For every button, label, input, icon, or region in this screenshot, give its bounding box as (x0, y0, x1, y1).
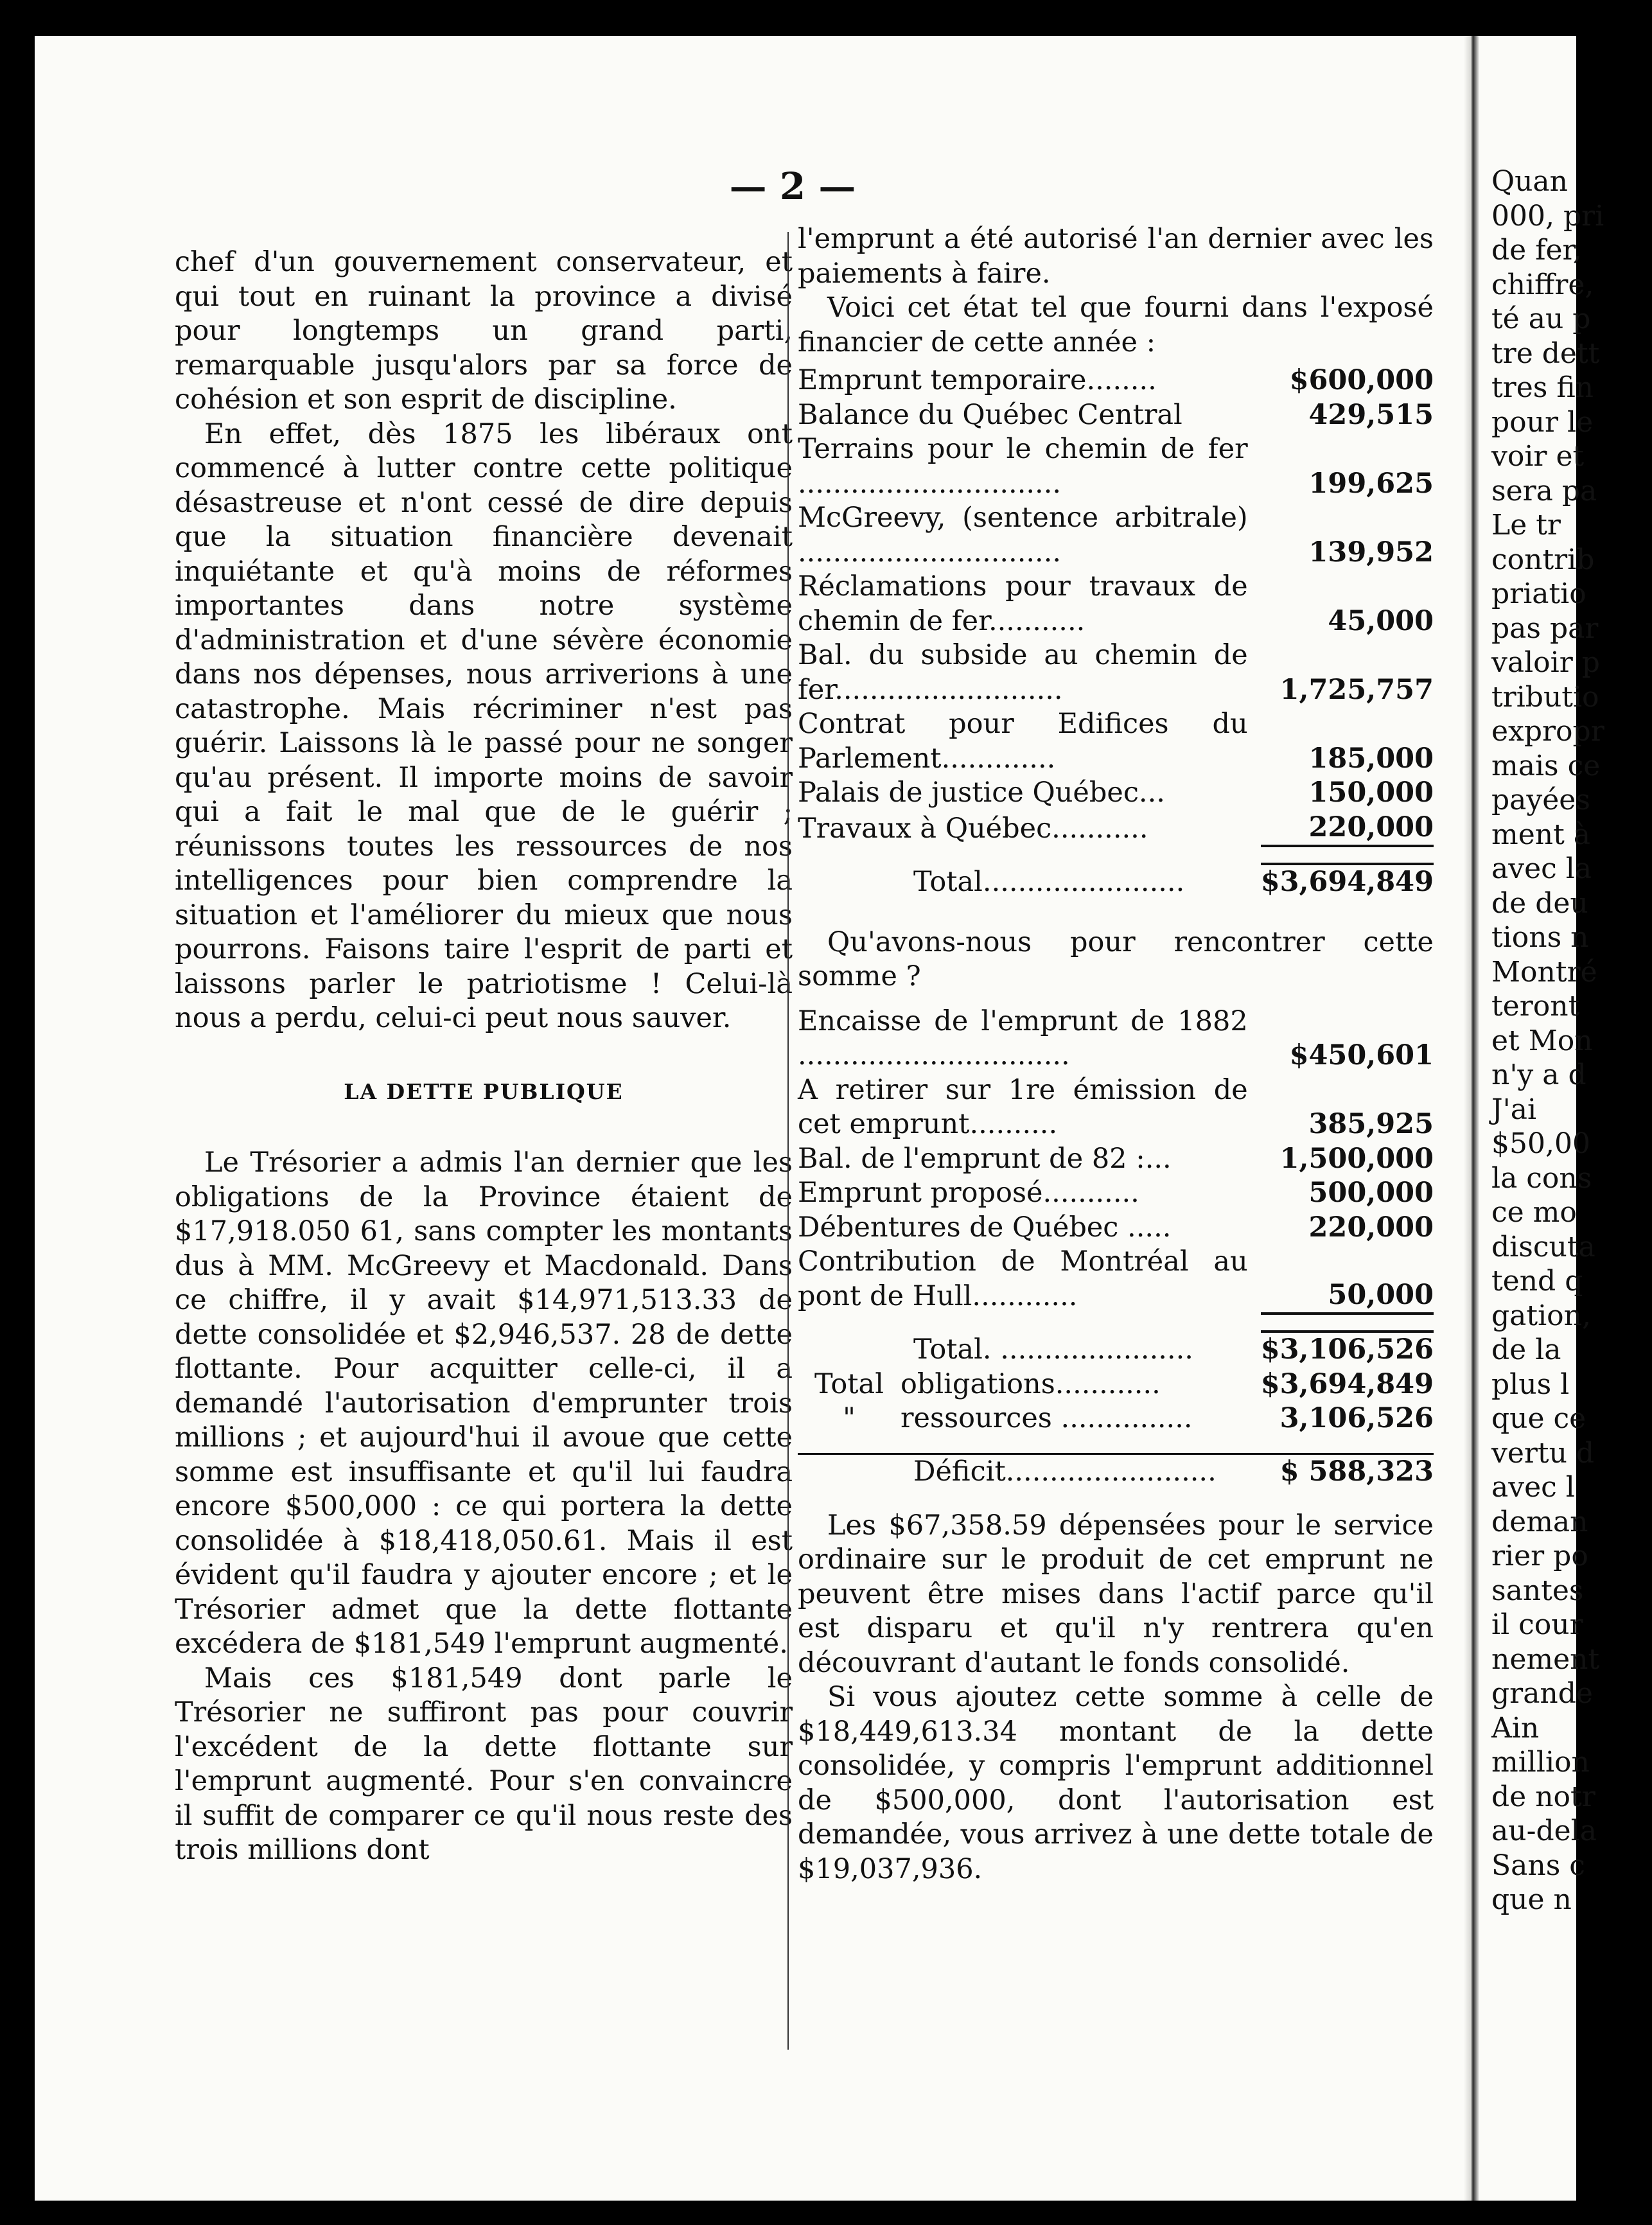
table-row (798, 432, 1434, 501)
cut-line: payées (1491, 784, 1590, 816)
deficit-amount: $ 588,323 (1261, 1454, 1434, 1490)
row-amount: 45,000 (1328, 604, 1434, 637)
row-amount: 1,500,000 (1279, 1142, 1434, 1175)
row-amount: 429,515 (1308, 398, 1434, 431)
table-row (798, 1245, 1434, 1314)
row-amount: 139,952 (1308, 536, 1434, 568)
compare-amount: 3,106,526 (1279, 1402, 1434, 1434)
cut-line: tend q (1491, 1265, 1583, 1297)
compare-label: ressources ............... (901, 1402, 1193, 1434)
row-amount: 150,000 (1308, 777, 1434, 809)
column-middle (798, 222, 1434, 1886)
cut-line: au-dela (1491, 1815, 1597, 1847)
table-row (798, 1073, 1434, 1142)
paragraph: chef d'un gouvernement conservateur, et qui tout en ruinant la province a divisé pour longtemps un grand parti, remarquable jusqu'alors par sa force de cohésion et son esprit de discipline. (175, 246, 793, 416)
table-row (798, 1142, 1434, 1177)
cut-line: chiffre, (1491, 268, 1594, 301)
cut-line: Quan (1491, 165, 1568, 198)
cut-line: de la (1491, 1333, 1561, 1366)
paragraph: Mais ces $181,549 dont parle le Trésorier ne suffiront pas pour couvrir l'excédent de la dette flottante sur l'emprunt augmenté. Pour s'en convaincre il suffit de comparer ce qu'il nous reste des trois millions dont (175, 1662, 793, 1866)
row-label: Encaisse de l'emprunt de 1882 ............................... (798, 1005, 1248, 1071)
row-amount: $450,601 (1289, 1039, 1434, 1071)
row-label: Balance du Québec Central (798, 398, 1182, 431)
cut-line: voir et (1491, 440, 1585, 473)
compare-obligations-row (798, 1368, 1434, 1402)
cut-line: deman (1491, 1505, 1588, 1538)
row-amount: 220,000 (1261, 811, 1434, 847)
deficit-label: Déficit........................ (798, 1454, 1261, 1490)
row-label: A retirer sur 1re émission de cet emprunt.......... (798, 1073, 1248, 1140)
row-amount: 385,925 (1308, 1108, 1434, 1140)
column-left (175, 245, 793, 1868)
cut-line: tions n (1491, 921, 1589, 954)
cut-line: de fer, (1491, 234, 1582, 267)
cut-line: 000, pri (1491, 199, 1604, 233)
row-amount: 185,000 (1308, 742, 1434, 775)
row-label: Réclamations pour travaux de chemin de fer........... (798, 570, 1248, 637)
cut-line: de notr (1491, 1780, 1595, 1813)
table-row (798, 811, 1434, 847)
section-heading: LA DETTE PUBLIQUE (344, 1078, 624, 1104)
cut-line: tributio (1491, 680, 1599, 714)
table-row (798, 398, 1434, 433)
cut-line: avec la (1491, 852, 1592, 885)
newspaper-page (35, 36, 1604, 2201)
cut-line: J'ai (1491, 1093, 1537, 1126)
cut-line: contrib (1491, 543, 1595, 576)
cut-line: que n (1491, 1883, 1572, 1916)
cut-line: priatio (1491, 577, 1586, 610)
column-right-cut (1491, 164, 1652, 1917)
resources-table (798, 1005, 1434, 1490)
cut-line: santes (1491, 1574, 1584, 1607)
cut-line: mais ce (1491, 749, 1601, 782)
row-amount: 50,000 (1261, 1245, 1434, 1314)
cut-line: il cour (1491, 1608, 1583, 1641)
paragraph: En effet, dès 1875 les libéraux ont commencé à lutter contre cette politique désastreuse et n'ont cessé de dire depuis que la situation financière devenait inquiétante et qu'à moins de réformes importantes dans notre système d'administration et d'une sévère économie dans nos dépenses, nous arriverions à une catastrophe. Mais récriminer n'est pas guérir. Laissons là le passé pour ne songer qu'au présent. Il importe moins de savoir qui a fait le mal que de le guérir ; réunissons toutes les ressources de nos intelligences pour bien comprendre la situation et l'améliorer du mieux que nous pourrons. Faisons taire l'esprit de parti et laissons parler le patriotisme ! Celui-là nous a perdu, celui-ci peut nous sauver. (175, 418, 793, 1034)
paragraph: Qu'avons-nous pour rencontrer cette somme ? (798, 926, 1434, 992)
cut-line: Montré (1491, 955, 1597, 989)
table-row (798, 1176, 1434, 1211)
obligations-table (798, 364, 1434, 900)
cut-line: $50,00 (1491, 1127, 1590, 1160)
resources-total-row (798, 1332, 1434, 1368)
deficit-row (798, 1454, 1434, 1490)
row-label: Débentures de Québec ..... (798, 1211, 1172, 1244)
cut-line: million (1491, 1746, 1590, 1779)
cut-line: rier po (1491, 1540, 1588, 1572)
ditto-mark: " (843, 1402, 856, 1434)
cut-line: pas par (1491, 611, 1599, 645)
cut-line: et Mon (1491, 1024, 1593, 1057)
table-row (798, 1211, 1434, 1245)
row-label: Palais de justice Québec... (798, 777, 1165, 809)
column-divider (787, 232, 789, 2050)
table-row (798, 638, 1434, 707)
cut-line: Sans c (1491, 1849, 1585, 1882)
row-amount: 500,000 (1308, 1177, 1434, 1209)
compare-amount: $3,694,849 (1260, 1368, 1434, 1400)
paragraph: Voici cet état tel que fourni dans l'exposé financier de cette année : (798, 292, 1434, 358)
row-label: Contribution de Montréal au pont de Hull............ (798, 1245, 1248, 1312)
compare-label: obligations............ (901, 1368, 1161, 1400)
cut-line: Ain (1491, 1711, 1540, 1745)
page-number: — 2 — (729, 164, 856, 208)
cut-line: tre dett (1491, 337, 1600, 370)
cut-line: discuta (1491, 1230, 1595, 1263)
cut-line: grande (1491, 1677, 1593, 1710)
paragraph: Les $67,358.59 dépensées pour le service ordinaire sur le produit de cet emprunt ne peuvent être mises dans l'actif parce qu'il est disparu et qu'il n'y rentrera qu'en découvrant d'autant le fonds consolidé. (798, 1509, 1434, 1679)
cut-line: pour le (1491, 405, 1594, 439)
row-label: Contrat pour Edifices du Parlement............. (798, 708, 1248, 775)
row-amount: 220,000 (1308, 1211, 1434, 1244)
cut-line: Le tr (1491, 509, 1561, 541)
obligations-total-row (798, 864, 1434, 900)
total-label: Total. ...................... (913, 1333, 1193, 1366)
paragraph: l'emprunt a été autorisé l'an dernier avec les paiements à faire. (798, 223, 1434, 290)
table-row (798, 776, 1434, 811)
page-fold (1464, 36, 1479, 2201)
cut-line: sera pa (1491, 474, 1597, 507)
cut-line: expropr (1491, 715, 1604, 748)
cut-line: ment à (1491, 818, 1590, 851)
cut-line: nement (1491, 1642, 1600, 1676)
cut-line: la cons (1491, 1161, 1592, 1195)
row-label: Bal. de l'emprunt de 82 :... (798, 1142, 1172, 1175)
paragraph: Si vous ajoutez cette somme à celle de $18,449,613.34 montant de la dette consolidée, y compris l'emprunt additionnel de $500,000, dont l'autorisation est demandée, vous arrivez à une dette totale de $19,037,936. (798, 1681, 1434, 1885)
cut-line: teront (1491, 990, 1580, 1023)
row-label: Bal. du subside au chemin de fer.......................... (798, 639, 1248, 706)
compare-resources-row (798, 1402, 1434, 1436)
cut-line: que ce (1491, 1402, 1586, 1435)
cut-line: valoir p (1491, 646, 1600, 679)
table-row (798, 364, 1434, 398)
cut-line: n'y a d (1491, 1059, 1586, 1091)
cut-line: ce mo (1491, 1196, 1577, 1229)
total-label: Total....................... (913, 866, 1185, 898)
row-label: McGreevy, (sentence arbitrale) .............................. (798, 502, 1248, 568)
cut-line: té au p (1491, 303, 1591, 335)
row-label: Travaux à Québec........... (798, 812, 1148, 845)
paragraph: Le Trésorier a admis l'an dernier que les obligations de la Province étaient de $17,918.050 61, sans compter les montants dus à MM. McGreevy et Macdonald. Dans ce chiffre, il y avait $14,971,513.33 de dette consolidée et $2,946,537. 28 de dette flottante. Pour acquitter celle-ci, il a demandé l'autorisation d'emprunter trois millions ; et aujourd'hui il avoue que cette somme est insuffisante et qu'il lui faudra encore $500,000 : ce qui portera la dette consolidée à $18,418,050.61. Mais il est évident qu'il faudra y ajouter encore ; et le Trésorier admet que la dette flottante excédera de $181,549 l'emprunt augmenté. (175, 1147, 793, 1660)
row-label: Terrains pour le chemin de fer .............................. (798, 433, 1248, 500)
row-label: Emprunt proposé........... (798, 1177, 1139, 1209)
cut-line: avec l (1491, 1471, 1575, 1504)
table-row (798, 501, 1434, 570)
cut-line: tres fin (1491, 371, 1594, 404)
cut-line: vertu d (1491, 1436, 1595, 1470)
table-row (798, 707, 1434, 776)
total-prefix: Total (814, 1368, 884, 1400)
cut-line: plus l (1491, 1368, 1570, 1401)
row-amount: $600,000 (1289, 364, 1434, 396)
cut-line: de deu (1491, 886, 1588, 920)
cut-line: gation, (1491, 1299, 1591, 1332)
row-label: Emprunt temporaire........ (798, 364, 1157, 396)
total-amount: $3,106,526 (1261, 1332, 1434, 1368)
row-amount: 1,725,757 (1279, 673, 1434, 706)
table-row (798, 570, 1434, 638)
row-amount: 199,625 (1308, 467, 1434, 500)
table-row (798, 1005, 1434, 1073)
total-amount: $3,694,849 (1261, 864, 1434, 900)
